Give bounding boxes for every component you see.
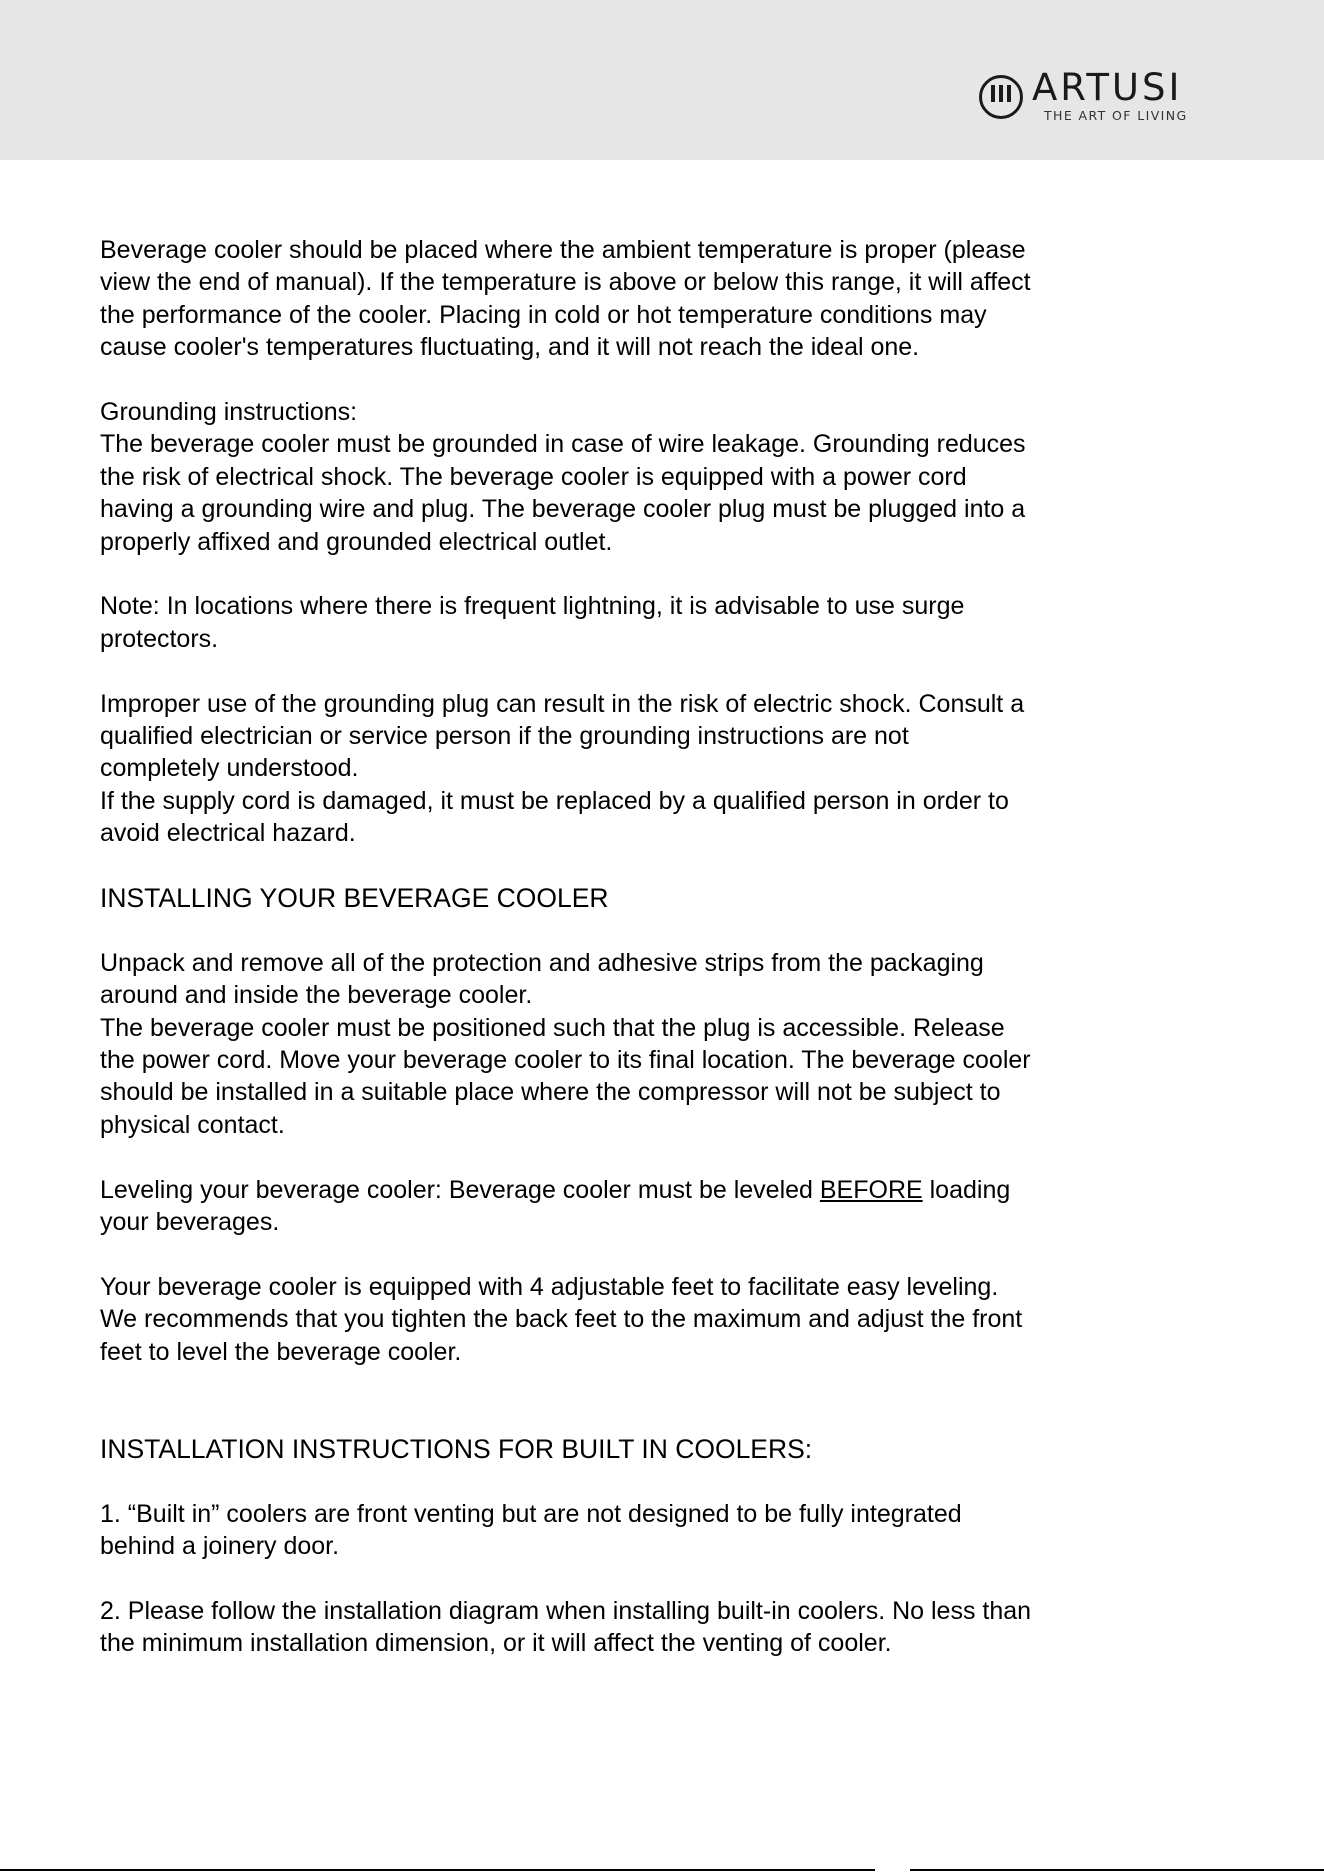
- text-line: Your beverage cooler is equipped with 4 adjustable feet to facilitate easy leveling.: [100, 1272, 999, 1301]
- leveling-text-end: loading: [922, 1175, 1011, 1204]
- text-line: behind a joinery door.: [100, 1532, 340, 1561]
- text-line: having a grounding wire and plug. The beverage cooler plug must be plugged into a: [100, 495, 1026, 524]
- text-line: 2. Please follow the installation diagram when installing built-in coolers. No less than: [100, 1596, 1032, 1625]
- lightning-note-paragraph: [100, 590, 1180, 655]
- text-line: 1. “Built in” coolers are front venting but are not designed to be fully integrated: [100, 1499, 962, 1528]
- text-line: physical contact.: [100, 1110, 285, 1139]
- grounding-instructions-paragraph: [100, 396, 1180, 558]
- text-line: The beverage cooler must be positioned such that the plug is accessible. Release: [100, 1013, 1005, 1042]
- text-line: We recommends that you tighten the back feet to the maximum and adjust the front: [100, 1305, 1023, 1334]
- text-line: Beverage cooler should be placed where the ambient temperature is proper (please: [100, 236, 1026, 264]
- built-in-heading: INSTALLATION INSTRUCTIONS FOR BUILT IN COOLERS:: [100, 1433, 813, 1464]
- improper-use-paragraph: [100, 688, 1180, 850]
- footer-divider: [910, 1869, 1324, 1871]
- text-line: protectors.: [100, 624, 219, 653]
- artusi-logo-mark-icon: [978, 74, 1024, 120]
- text-line: properly affixed and grounded electrical outlet.: [100, 527, 613, 556]
- before-emphasis: BEFORE: [819, 1175, 923, 1204]
- text-line: Improper use of the grounding plug can result in the risk of electric shock. Consult a: [100, 689, 1025, 718]
- text-line: view the end of manual). If the temperature is above or below this range, it will affect: [100, 268, 1031, 297]
- text-line: avoid electrical hazard.: [100, 819, 356, 848]
- unpack-paragraph: [100, 947, 1180, 1141]
- ambient-temperature-paragraph: [100, 234, 1180, 364]
- text-line: If the supply cord is damaged, it must be replaced by a qualified person in order to: [100, 786, 1009, 815]
- text-line: the performance of the cooler. Placing in cold or hot temperature conditions may: [100, 300, 987, 329]
- page-header: [0, 0, 1324, 160]
- built-in-item-2: [100, 1595, 1180, 1660]
- text-line: the power cord. Move your beverage cooler to its final location. The beverage cooler: [100, 1046, 1031, 1075]
- grounding-title: Grounding instructions:: [100, 398, 358, 427]
- footer-divider: [0, 1869, 875, 1871]
- built-in-item-1: [100, 1498, 1180, 1563]
- text-line: The beverage cooler must be grounded in case of wire leakage. Grounding reduces: [100, 430, 1026, 459]
- text-line: around and inside the beverage cooler.: [100, 981, 533, 1010]
- text-line: feet to level the beverage cooler.: [100, 1337, 462, 1366]
- artusi-logo: [978, 66, 1228, 126]
- leveling-text-start: Leveling your beverage cooler: Beverage cooler must be leveled: [100, 1175, 820, 1204]
- text-line: your beverages.: [100, 1208, 280, 1237]
- text-line: Unpack and remove all of the protection and adhesive strips from the packaging: [100, 948, 984, 977]
- text-line: cause cooler's temperatures fluctuating, and it will not reach the ideal one.: [100, 333, 920, 362]
- adjustable-feet-paragraph: [100, 1271, 1180, 1368]
- leveling-paragraph: [100, 1174, 1180, 1239]
- text-line: the minimum installation dimension, or it will affect the venting of cooler.: [100, 1629, 892, 1658]
- brand-name: ARTUSI: [1032, 66, 1183, 109]
- text-line: Note: In locations where there is frequent lightning, it is advisable to use surge: [100, 592, 965, 621]
- text-line: the risk of electrical shock. The beverage cooler is equipped with a power cord: [100, 462, 967, 491]
- document-body: [100, 234, 1180, 1692]
- brand-tagline: THE ART OF LIVING: [1044, 108, 1188, 123]
- installing-heading: INSTALLING YOUR BEVERAGE COOLER: [100, 883, 609, 914]
- text-line: completely understood.: [100, 754, 359, 783]
- text-line: should be installed in a suitable place where the compressor will not be subject to: [100, 1078, 1001, 1107]
- leveling-line: [100, 1174, 1180, 1206]
- text-line: qualified electrician or service person if the grounding instructions are not: [100, 722, 909, 751]
